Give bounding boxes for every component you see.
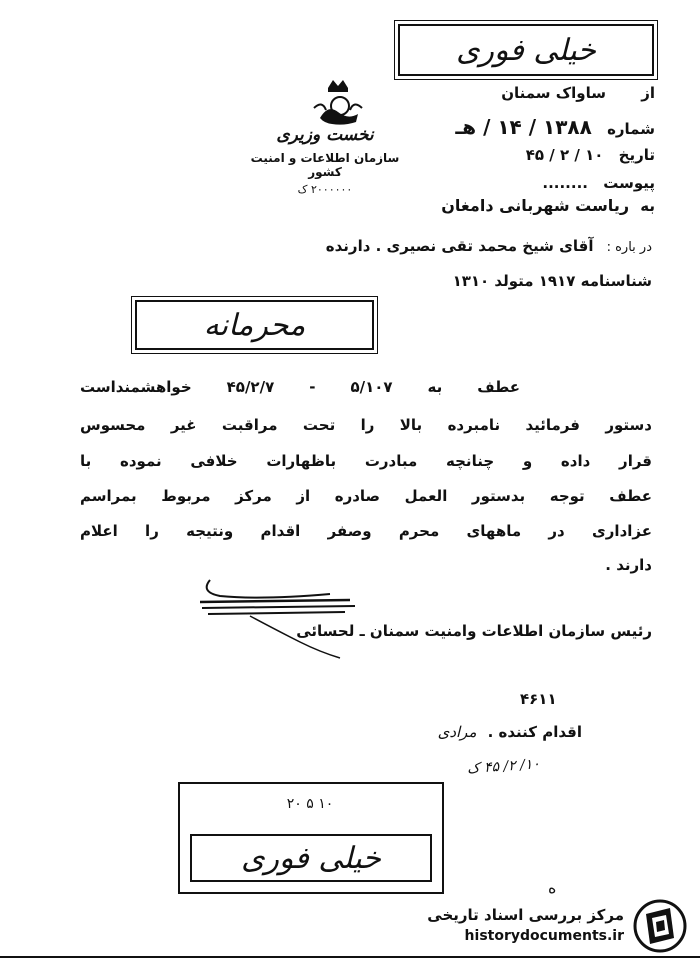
- handwritten-note: ۱۰/ ۲/ ۴۵ ک: [466, 756, 541, 778]
- to-label: به: [640, 197, 655, 215]
- top-urgent-stamp: [398, 24, 654, 76]
- footer-code: ۴۶۱۱: [520, 690, 557, 708]
- attachment-label: پیوست: [603, 174, 655, 192]
- letterhead-line3: ۲۰۰۰۰۰۰ ک: [297, 183, 353, 196]
- bottom-stamp-frame: [178, 782, 444, 894]
- emblem-icon: [308, 78, 368, 128]
- subject-line1: آقای شیخ محمد تقی نصیری . دارنده: [325, 237, 594, 255]
- top-urgent-stamp-text: خیلی فوری: [456, 32, 596, 68]
- date-value: ۱۰ / ۲ / ۴۵: [525, 146, 604, 164]
- date-row: [415, 146, 655, 164]
- body-line-6: دارند .: [605, 556, 652, 574]
- body-line-2: دستور فرمائید نامبرده بالا را تحت مراقبت غیر محسوس: [80, 416, 652, 434]
- bottom-urgent-stamp-text: خیلی فوری: [241, 840, 381, 876]
- body-line-3: قرار داده و چنانچه مبادرت باظهارات خلافی نموده با: [80, 452, 652, 470]
- author-label: اقدام کننده .: [487, 723, 582, 741]
- from-row: [415, 84, 655, 102]
- number-value: ۱۳۸۸ / ۱۴ / هـ: [455, 115, 592, 139]
- watermark-fa: مرکز بررسی اسناد تاریخی: [427, 906, 624, 924]
- confidential-stamp-text: محرمانه: [203, 307, 306, 343]
- from-value: ساواک سمنان: [501, 84, 606, 102]
- small-mark-icon: ه: [548, 878, 557, 897]
- to-row: [395, 196, 655, 215]
- subject-label: در باره :: [606, 240, 652, 255]
- number-row: [415, 115, 655, 139]
- signature-scribble-icon: [180, 572, 380, 662]
- body-line-1: عطف به ۵/۱۰۷ - ۴۵/۲/۷ خواهشمنداست: [80, 378, 521, 396]
- to-value: ریاست شهربانی دامغان: [441, 196, 630, 215]
- subject-line2: شناسنامه ۱۹۱۷ متولد ۱۳۱۰: [452, 272, 652, 290]
- attachment-value: ........: [542, 174, 588, 192]
- author-value: مرادی: [437, 723, 477, 741]
- confidential-stamp: [135, 300, 374, 350]
- bottom-urgent-stamp: [190, 834, 432, 882]
- watermark: [402, 898, 694, 958]
- subject-row-1: [132, 236, 652, 255]
- attachment-row: [415, 174, 655, 192]
- author-row: [382, 722, 582, 741]
- watermark-logo-icon: [632, 898, 688, 954]
- letterhead-line1: نخست وزیری: [276, 125, 374, 145]
- signature-line: رئیس سازمان اطلاعات وامنیت سمنان ـ لحسائی: [296, 622, 652, 640]
- inner-stamp-text: ۲۰ ۵ ۱۰: [286, 796, 334, 812]
- letterhead: [240, 125, 410, 196]
- body-line-4: عطف توجه بدستور العمل صادره از مرکز مربوط بمراسم: [80, 487, 652, 505]
- bottom-edge-divider: [0, 956, 700, 958]
- watermark-en: historydocuments.ir: [464, 928, 624, 944]
- from-label: از: [641, 84, 655, 102]
- body-line-5: عزاداری در ماههای محرم وصفر اقدام ونتیجه را اعلام: [80, 522, 652, 540]
- letterhead-line2: سازمان اطلاعات و امنیت کشور: [250, 151, 400, 179]
- date-label: تاریخ: [618, 146, 655, 164]
- number-label: شماره: [607, 120, 655, 138]
